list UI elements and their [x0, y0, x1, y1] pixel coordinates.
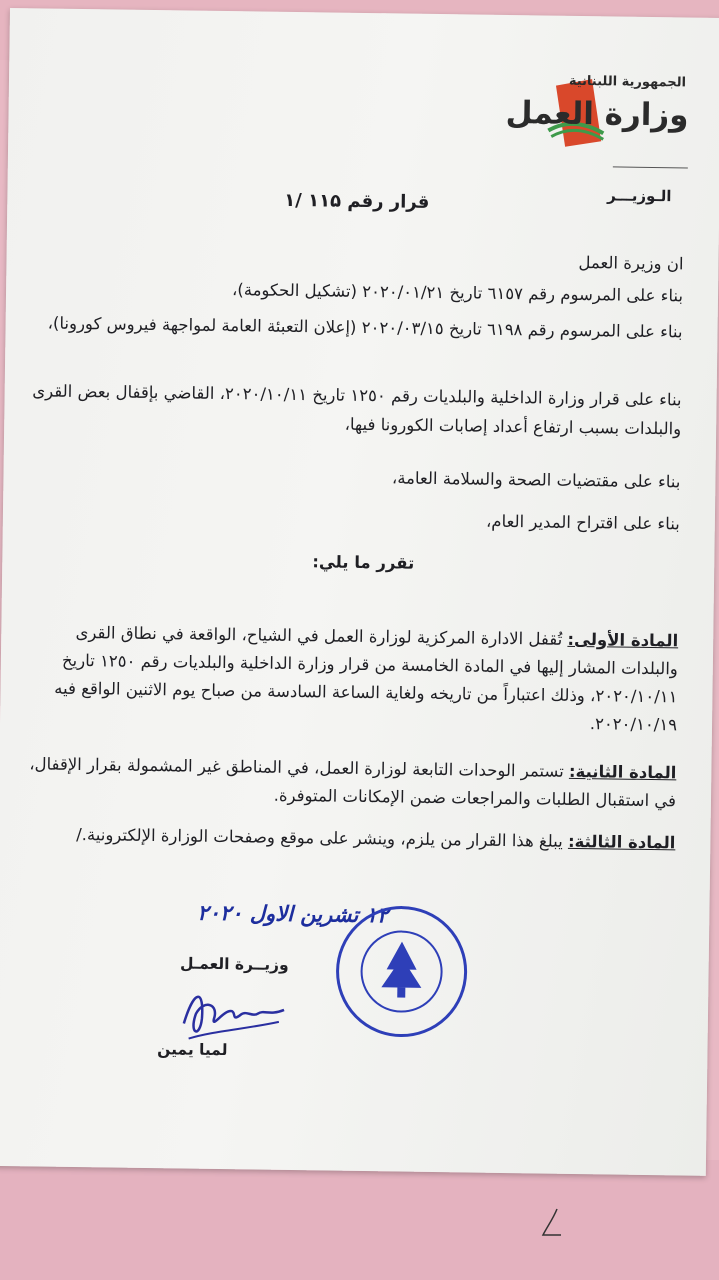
article-text: تستمر الوحدات التابعة لوزارة العمل، في المناطق غير المشمولة بقرار الإقفال، في استقبال الطلبات والمراجعات ضمن الإمكانات المتوفرة.	[29, 754, 677, 811]
decides-heading: تقرر ما يلي:	[312, 552, 415, 573]
signature-icon	[173, 978, 294, 1050]
signature-ministry: وزيــرة العمـل	[179, 954, 289, 974]
decision-title: قرار رقم ۱۱۵ /۱	[284, 189, 430, 213]
handwritten-date: ١٢ تشرين الاول ٢٠٢٠	[197, 900, 389, 928]
preamble-line: بناء على اقتراح المدير العام،	[485, 511, 680, 534]
logo-republic-text: الجمهورية اللبنانية	[568, 73, 687, 91]
handwritten-mark-icon	[535, 1205, 565, 1240]
article-3	[15, 820, 675, 857]
document-page	[0, 8, 719, 1176]
preamble-line: بناء على قرار وزارة الداخلية والبلديات رقم ١٢٥٠ تاريخ ٢٠٢٠/١٠/١١، القاضي بإقفال بعض القرى والبلدات بسبب ارتفاع أعداد إصابات الكورونا فيها،	[32, 381, 682, 439]
signature-name: لميا يمين	[157, 1040, 228, 1060]
background-bottom	[0, 1160, 719, 1280]
article-1	[17, 618, 678, 739]
article-title: المادة الأولى:	[567, 629, 679, 651]
preamble-line: بناء على المرسوم رقم ٦١٥٧ تاريخ ٢٠٢٠/٠١/٢١ (تشكيل الحكومة)،	[231, 280, 684, 306]
preamble-line: بناء على مقتضيات الصحة والسلامة العامة،	[391, 468, 681, 492]
logo-ministry-text: وزارة العمل	[505, 94, 689, 134]
official-seal-icon	[331, 901, 473, 1043]
minister-label: الـوزيـــر	[607, 186, 672, 206]
preamble-line: ان وزيرة العمل	[578, 252, 684, 274]
article-text: تُقفل الادارة المركزية لوزارة العمل في الشياح، الواقعة في نطاق القرى والبلدات المشار إليها في المادة الخامسة من قرار وزارة الداخلية والبلديات رقم ١٢٥٠ تاريخ ٢٠٢٠/١٠/١١، وذلك اعتباراً من تاريخه ولغاية الساعة السادسة من صباح يوم الاثنين الواقع فيه ٢٠٢٠/١٠/١٩.	[54, 622, 678, 735]
preamble-line: بناء على المرسوم رقم ٦١٩٨ تاريخ ٢٠٢٠/٠٣/١٥ (إعلان التعبئة العامة لمواجهة فيروس كورونا)،	[47, 313, 683, 342]
article-title: المادة الثانية:	[568, 761, 677, 783]
header-divider	[613, 166, 688, 168]
article-2	[16, 750, 677, 815]
article-text: يبلغ هذا القرار من يلزم، وينشر على موقع وصفحات الوزارة الإلكترونية./	[76, 825, 569, 851]
article-title: المادة الثالثة:	[567, 831, 676, 853]
